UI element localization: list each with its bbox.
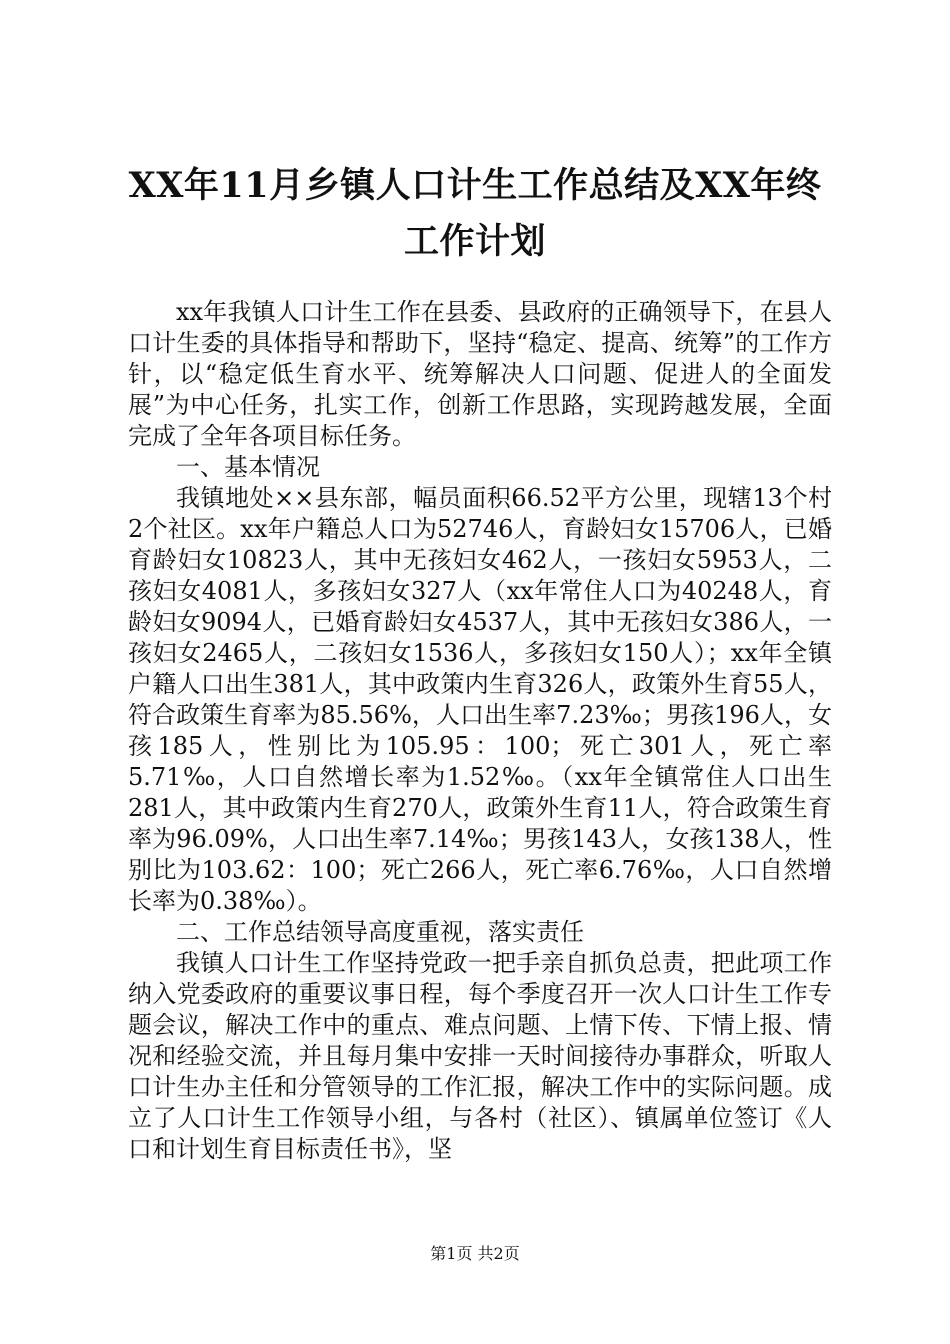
- section-heading-basic-situation: 一、基本情况: [176, 453, 320, 481]
- work-summary-paragraph: 我镇人口计生工作坚持党政一把手亲自抓负总责，把此项工作纳入党委政府的重要议事日程，每个季度召开一次人口计生工作专题会议，解决工作中的重点、难点问题、上情下传、下情上报、情况和经验交流，并且每月集中安排一天时间接待办事群众，听取人口计生办主任和分管领导的工作汇报，解决工作中的实际问题。成立了人口计生工作领导小组，与各村（社区）、镇属单位签订《人口和计划生育目标责任书》，坚: [128, 949, 832, 1163]
- document-title: XX年11月乡镇人口计生工作总结及XX年终工作计划: [128, 165, 822, 262]
- section-heading-work-summary: 二、工作总结领导高度重视，落实责任: [176, 918, 584, 946]
- intro-paragraph: xx年我镇人口计生工作在县委、县政府的正确领导下，在县人口计生委的具体指导和帮助下，坚持“稳定、提高、统筹”的工作方针，以“稳定低生育水平、统筹解决人口问题、促进人的全面发展”为中心任务，扎实工作，创新工作思路，实现跨越发展，全面完成了全年各项目标任务。: [128, 298, 832, 450]
- page-number-footer: 第1页 共2页: [430, 1244, 520, 1263]
- basic-situation-paragraph: 我镇地处××县东部，幅员面积66.52平方公里，现辖13个村2个社区。xx年户籍总人口为52746人，育龄妇女15706人，已婚育龄妇女10823人，其中无孩妇女462人，一孩妇女5953人，二孩妇女4081人，多孩妇女327人（xx年常住人口为40248人，育龄妇女9094人，已婚育龄妇女4537人，其中无孩妇女386人，一孩妇女2465人，二孩妇女1536人，多孩妇女150人）；xx年全镇户籍人口出生381人，其中政策内生育326人，政策外生育55人，符合政策生育率为85.56%，人口出生率7.23‰；男孩196人，女孩185人，性别比为105.95：100；死亡301人，死亡率5.71‰，人口自然增长率为1.52‰。（xx年全镇常住人口出生281人，其中政策内生育270人，政策外生育11人，符合政策生育率为96.09%，人口出生率7.14‰；男孩143人，女孩138人，性别比为103.62：100；死亡266人，死亡率6.76‰，人口自然增长率为0.38‰）。: [128, 484, 832, 915]
- document-body: [128, 297, 832, 1165]
